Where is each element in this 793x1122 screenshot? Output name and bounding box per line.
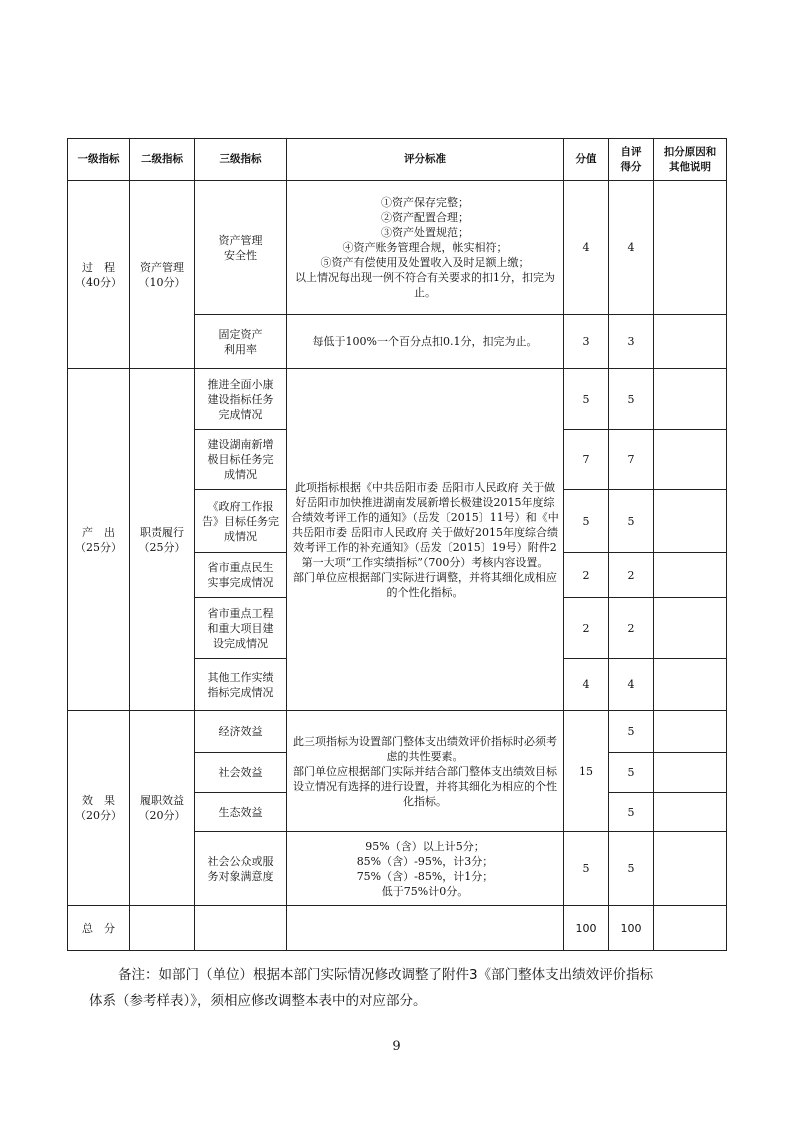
header-deduction-line: 其他说明 [669,160,711,173]
criteria-cell [287,315,564,369]
level3-text: 推进全面小康 [207,377,274,391]
level3-text: 成情况 [224,529,257,543]
header-row [68,139,727,181]
self-score-cell: 7 [609,430,654,490]
level1-cell [68,181,130,369]
criteria-line: 95%（含）以上计5分； [365,839,485,853]
level3-text: 社会公众或服 [207,854,274,868]
criteria-line: ②资产配置合理； [381,211,469,224]
level3-text: 实事完成情况 [207,576,274,589]
level3-cell [195,832,287,906]
level1-text: （25分） [75,540,122,554]
level2-text: 资产管理 [140,260,184,274]
level1-cell [68,711,130,906]
header-deduction-reason [654,139,727,181]
level3-text: 建设指标任务 [207,392,274,406]
remark-cell [654,753,727,793]
self-score-cell: 4 [609,659,654,711]
header-level3: 三级指标 [195,139,287,181]
level1-cell [68,369,130,711]
criteria-line: 低于75%计0分。 [381,884,469,898]
score-cell: 5 [564,369,609,430]
score-cell: 3 [564,315,609,369]
level2-text: 履职效益 [140,794,184,807]
self-score-cell: 3 [609,315,654,369]
score-cell: 2 [564,598,609,659]
level3-text: 利用率 [224,342,257,356]
remark-cell [654,832,727,906]
score-cell: 2 [564,553,609,598]
remark-cell [654,711,727,753]
level3-text: 务对象满意度 [207,869,274,883]
remark-cell [654,553,727,598]
performance-evaluation-table [67,138,727,951]
score-cell: 15 [564,711,609,832]
criteria-line: ③资产处置规范； [381,226,469,239]
level1-text: 过 程 [82,260,115,274]
total-score: 100 [564,906,609,951]
level3-text: 建设湖南新增 [207,438,274,451]
criteria-line: 85%（含）-95%，计3分； [356,854,494,868]
page-number: 9 [392,1039,401,1054]
level3-cell [195,753,287,793]
level3-text: 社会效益 [218,766,263,779]
criteria-line: 此项指标根据《中共岳阳市委 岳阳市人民政府 关于做好岳阳市加快推进湖南发展新增长极建设2015年度综合绩效考评工作的通知》（岳发〔2015〕11号）和《中共岳阳市委 岳阳市人民政府 关于做好2015年度综合绩效考评工作的补充通知》（岳发〔2015〕19号）附件2第一大项“工作实绩指标”（700分）考核内容设置。 [291,480,559,569]
header-deduction-line: 扣分原因和 [663,145,717,158]
empty-cell [195,906,287,951]
header-self-score-line: 得分 [620,160,642,173]
footnote [89,962,728,1014]
remark-cell [654,181,727,315]
level3-cell [195,315,287,369]
level1-text: （40分） [75,275,122,289]
criteria-line: 部门单位应根据部门实际并结合部门整体支出绩效目标设立情况有选择的进行设置，并将其细化为相应的个性化指标。 [293,764,557,808]
level3-cell [195,711,287,753]
self-score-cell: 5 [609,753,654,793]
header-score: 分值 [564,139,609,181]
level3-cell [195,181,287,315]
level1-text: 产 出 [82,525,115,539]
score-cell: 4 [564,181,609,315]
level3-cell [195,369,287,430]
remark-cell [654,369,727,430]
self-score-cell: 5 [609,832,654,906]
level3-text: 资产管理 [218,233,263,247]
level3-text: 告》目标任务完 [202,514,279,528]
level3-cell [195,553,287,598]
level3-text: 固定资产 [218,327,263,341]
criteria-line: ①资产保存完整； [381,196,469,209]
level3-text: 和重大项目建 [207,621,274,635]
level3-text: 省市重点工程 [207,606,274,620]
empty-cell [130,906,195,951]
remark-cell [654,315,727,369]
level1-text: （20分） [75,809,122,822]
criteria-line: ⑤资产有偿使用及处置收入及时足额上缴； [320,256,530,269]
level3-cell [195,490,287,553]
empty-cell [654,906,727,951]
level3-text: 极目标任务完 [207,453,274,466]
level3-cell [195,598,287,659]
self-score-cell: 5 [609,490,654,553]
level3-text: 经济效益 [218,725,263,738]
level2-cell [130,181,195,369]
score-cell: 4 [564,659,609,711]
empty-cell [287,906,564,951]
table-row [68,369,727,430]
criteria-line: ④资产账务管理合规，帐实相符； [342,241,508,254]
level2-cell [130,711,195,906]
footnote-line: 体系（参考样表）》，须相应修改调整本表中的对应部分。 [89,993,427,1009]
level2-cell [130,369,195,711]
remark-cell [654,430,727,490]
level3-text: 设完成情况 [213,636,268,650]
remark-cell [654,793,727,832]
self-score-cell: 2 [609,598,654,659]
header-self-score [609,139,654,181]
level3-text: 安全性 [224,248,257,262]
total-label: 总 分 [68,906,130,951]
criteria-cell [287,181,564,315]
level3-text: 指标完成情况 [207,685,274,699]
criteria-line: 部门单位应根据部门实际进行调整，并将其细化成相应的个性化指标。 [293,570,557,599]
level3-text: 生态效益 [218,805,263,819]
header-criteria: 评分标准 [287,139,564,181]
level3-cell [195,793,287,832]
level3-text: 省市重点民生 [207,561,274,574]
self-score-cell: 2 [609,553,654,598]
level3-cell [195,659,287,711]
total-row [68,906,727,951]
level2-text: （25分） [138,540,186,554]
table-row [68,181,727,315]
criteria-line: 每低于100%一个百分点扣0.1分，扣完为止。 [312,335,538,348]
criteria-line: 以上情况每出现一例不符合有关要求的扣1分，扣完为止。 [295,271,555,299]
level3-text: 成情况 [224,468,257,481]
criteria-line: 75%（含）-85%，计1分； [356,869,494,883]
level3-cell [195,430,287,490]
remark-cell [654,598,727,659]
self-score-cell: 5 [609,711,654,753]
remark-cell [654,659,727,711]
level2-text: （10分） [138,275,186,289]
header-level2: 二级指标 [130,139,195,181]
self-score-cell: 4 [609,181,654,315]
self-score-cell: 5 [609,793,654,832]
level2-text: 职责履行 [140,525,184,539]
level3-text: 其他工作实绩 [207,670,274,684]
remark-cell [654,490,727,553]
header-level1: 一级指标 [68,139,130,181]
score-cell: 7 [564,430,609,490]
level2-text: （20分） [138,809,186,822]
criteria-line: 此三项指标为设置部门整体支出绩效评价指标时必须考虑的共性要素。 [293,734,557,763]
level3-text: 完成情况 [218,407,263,421]
total-self-score: 100 [609,906,654,951]
score-cell: 5 [564,490,609,553]
criteria-cell [287,369,564,711]
self-score-cell: 5 [609,369,654,430]
level1-text: 效 果 [82,794,115,807]
table-row [68,711,727,753]
criteria-cell [287,711,564,832]
footnote-line: 备注：如部门（单位）根据本部门实际情况修改调整了附件3《部门整体支出绩效评价指标 [118,967,654,983]
score-cell: 5 [564,832,609,906]
header-self-score-line: 自评 [620,145,642,158]
level3-text: 《政府工作报 [207,499,274,513]
criteria-cell [287,832,564,906]
